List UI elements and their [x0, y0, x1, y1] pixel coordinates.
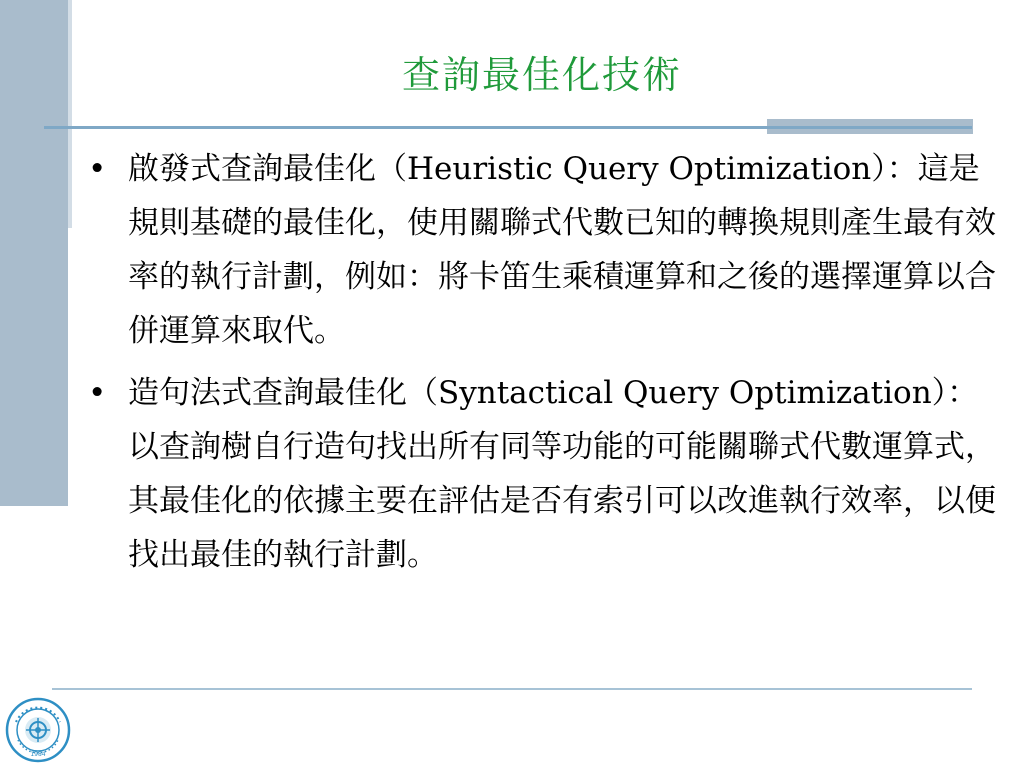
bullet-item	[88, 142, 1000, 358]
title-divider	[44, 126, 972, 129]
slide-body	[88, 142, 1000, 590]
slide-title: 查詢最佳化技術	[401, 53, 682, 97]
university-seal-icon	[4, 696, 72, 764]
left-accent-shadow	[68, 0, 72, 228]
seal-year: 1984	[30, 751, 46, 758]
footer-divider	[52, 688, 972, 690]
bullet-text: 造句法式查詢最佳化（Syntactical Query Optimization）：以查詢樹自行造句找出所有同等功能的可能關聯式代數運算式，其最佳化的依據主要在評估是否有索引可以改進執行效率，以便找出最佳的執行計劃。	[128, 375, 996, 573]
bullet-dot-icon: •	[88, 151, 107, 187]
bullet-text: 啟發式查詢最佳化（Heuristic Query Optimization）：這是規則基礎的最佳化，使用關聯式代數已知的轉換規則產生最有效率的執行計劃，例如：將卡笛生乘積運算和之後的選擇運算以合併運算來取代。	[128, 151, 996, 349]
bullet-dot-icon: •	[88, 375, 107, 411]
left-accent-bar	[0, 0, 68, 506]
bullet-item	[88, 366, 1000, 582]
